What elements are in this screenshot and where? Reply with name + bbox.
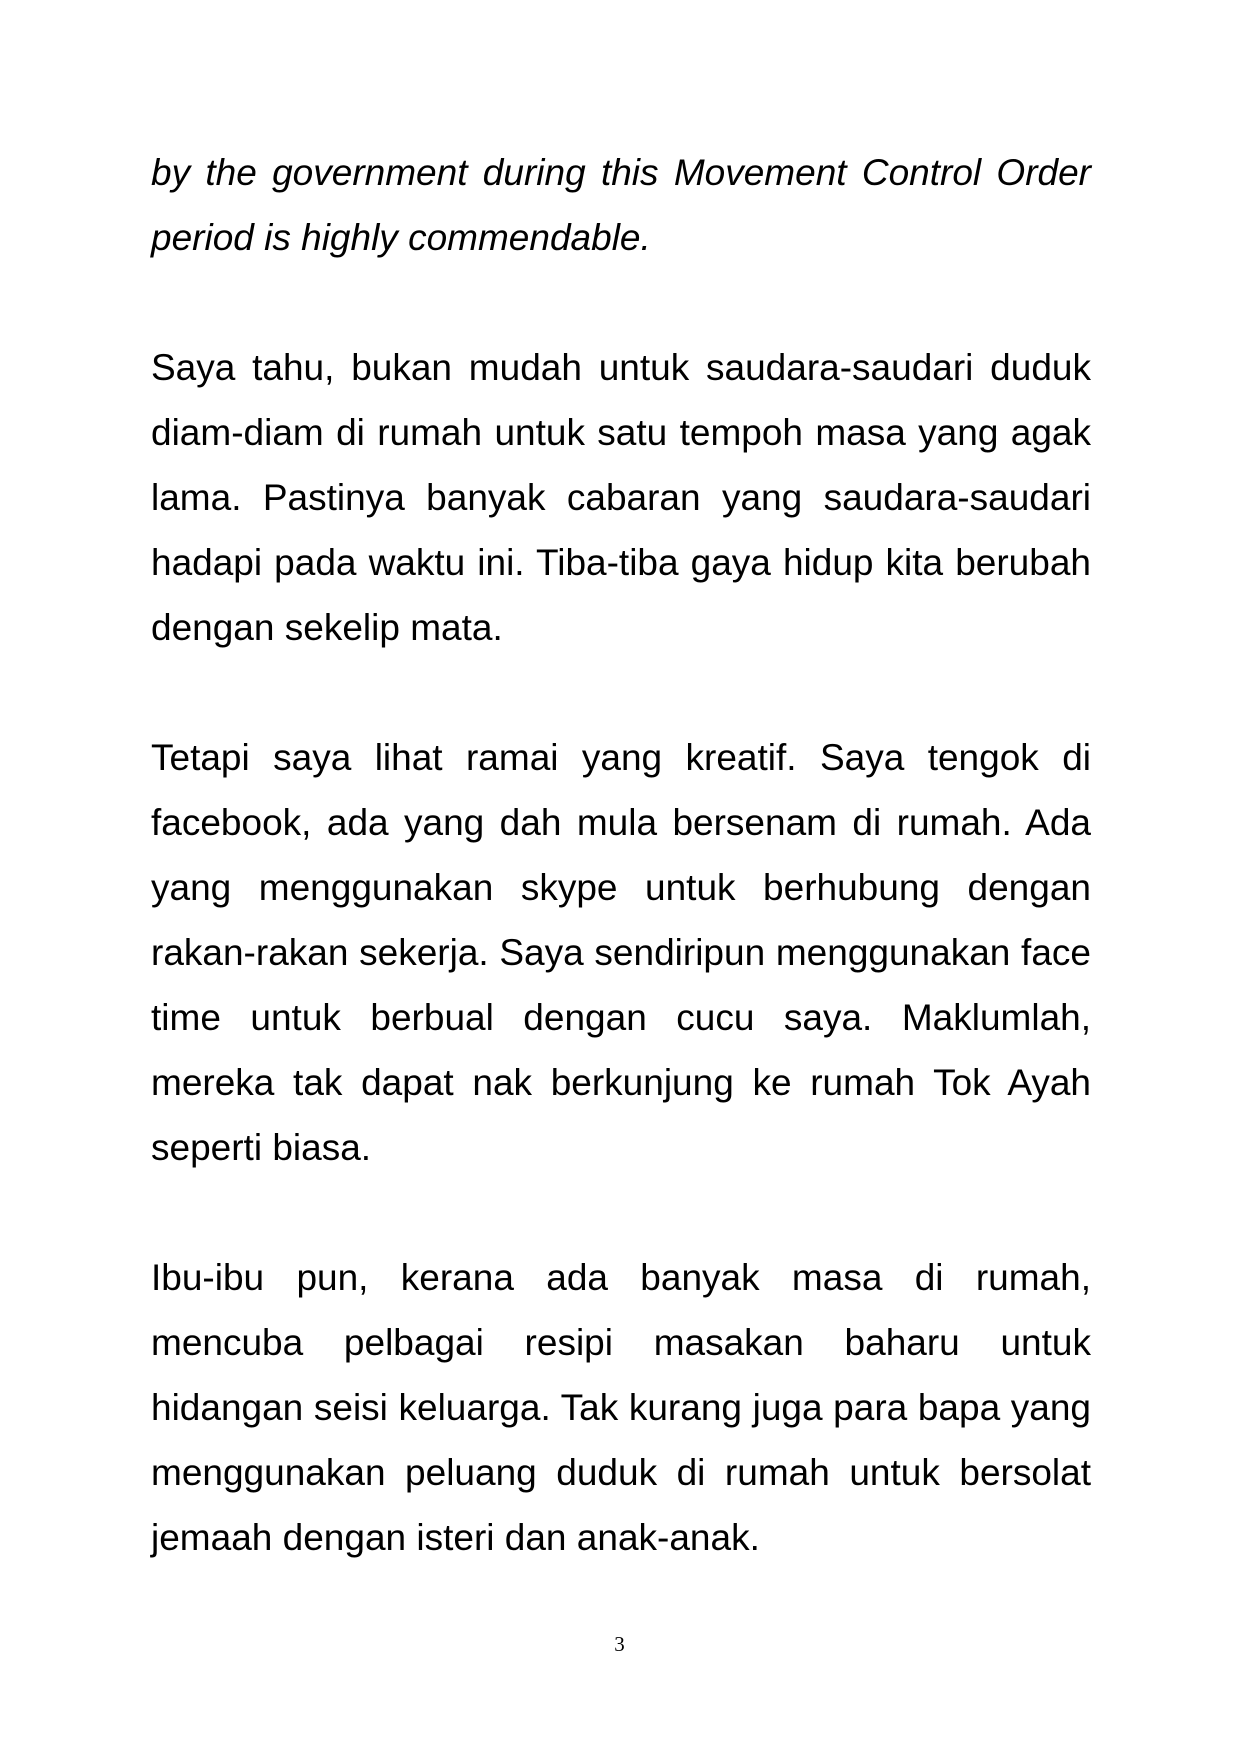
paragraph-creativity: Tetapi saya lihat ramai yang kreatif. Saya tengok di facebook, ada yang dah mula bersenam di rumah. Ada yang menggunakan skype untuk berhubung dengan rakan-rakan sekerja. Saya sendiripun menggunakan face time untuk berbual dengan cucu saya. Maklumlah, mereka tak dapat nak berkunjung ke rumah Tok Ayah seperti biasa.: [151, 737, 1091, 1168]
page-number: 3: [614, 1632, 625, 1656]
paragraph-staying-home: Saya tahu, bukan mudah untuk saudara-saudari duduk diam-diam di rumah untuk satu tempoh masa yang agak lama. Pastinya banyak cabaran yang saudara-saudari hadapi pada waktu ini. Tiba-tiba gaya hidup kita berubah dengan sekelip mata.: [151, 347, 1091, 648]
paragraph-english-commendation: by the government during this Movement Control Order period is highly commendable.: [151, 152, 1091, 258]
paragraph-family-activities: Ibu-ibu pun, kerana ada banyak masa di rumah, mencuba pelbagai resipi masakan baharu untuk hidangan seisi keluarga. Tak kurang juga para bapa yang menggunakan peluang duduk di rumah untuk bersolat jemaah dengan isteri dan anak-anak.: [151, 1257, 1091, 1558]
